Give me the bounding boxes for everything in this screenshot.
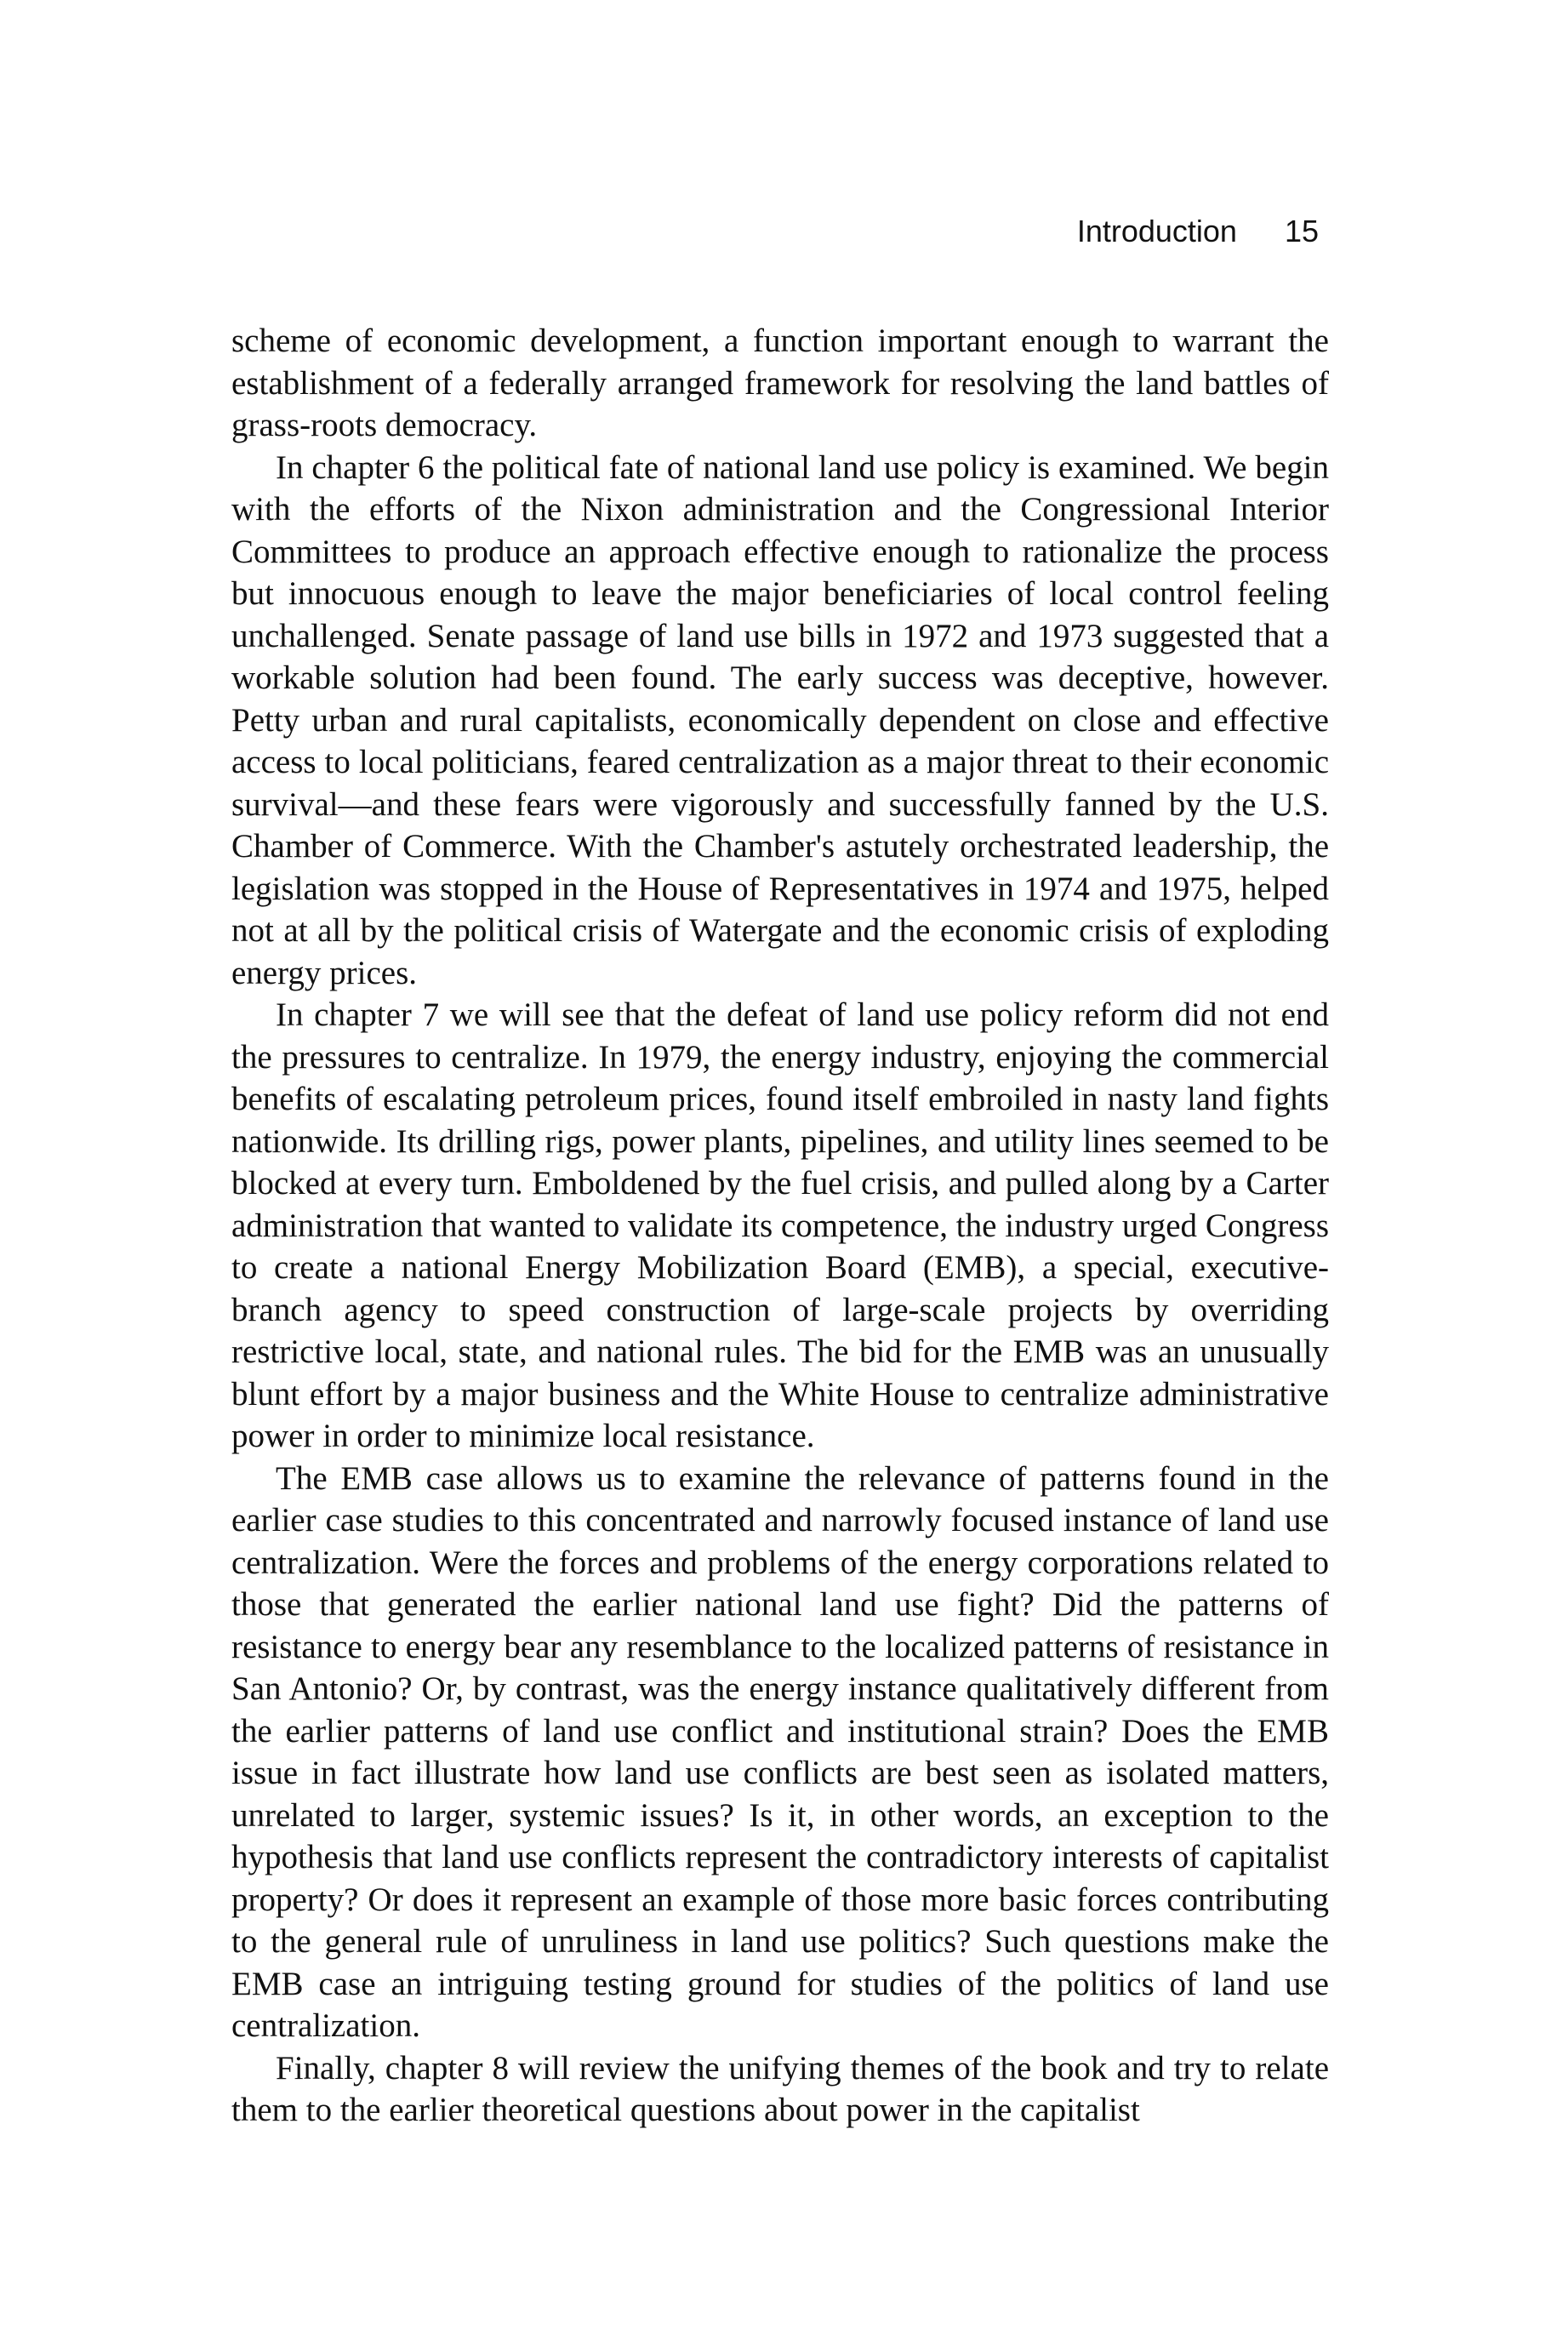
paragraph-emb-case: The EMB case allows us to examine the relevance of patterns found in the earlier case studies to this concentrated and narrowly focused instance of land use centralization. Were the forces and problems of the energy corporations related to those that generated the earlier national land use fight? Did the patterns of resistance to energy bear any resemblance to the localized patterns of resistance in San Antonio? Or, by contrast, was the energy instance qualitatively different from the earlier patterns of land use conflict and institutional strain? Does the EMB issue in fact illustrate how land use conflicts are best seen as isolated matters, unrelated to larger, systemic issues? Is it, in other words, an exception to the hypothesis that land use conflicts represent the contradictory interests of capitalist property? Or does it represent an example of those more basic forces contributing to the general rule of unruliness in land use politics? Such questions make the EMB case an intriguing testing ground for studies of the politics of land use centralization. <box>231 1459 1329 2044</box>
running-head-section: Introduction <box>1076 214 1237 248</box>
paragraph-chapter-8: Finally, chapter 8 will review the unifying themes of the book and try to relate them to the earlier theoretical questions about power in the capitalist <box>231 2049 1329 2128</box>
paragraph-chapter-7: In chapter 7 we will see that the defeat of land use policy reform did not end the pressures to centralize. In 1979, the energy industry, enjoying the commercial benefits of escalating petroleum prices, found itself embroiled in nasty land fights nationwide. Its drilling rigs, power plants, pipelines, and utility lines seemed to be blocked at every turn. Emboldened by the fuel crisis, and pulled along by a Carter administration that wanted to validate its competence, the industry urged Congress to create a national Energy Mobilization Board (EMB), a special, executive-branch agency to speed construction of large-scale projects by overriding restrictive local, state, and national rules. The bid for the EMB was an unusually blunt effort by a major business and the White House to centralize administrative power in order to minimize local resistance. <box>231 996 1329 1454</box>
page-number: 15 <box>1284 214 1319 248</box>
book-page <box>231 213 1329 2132</box>
paragraph-continued: scheme of economic development, a function important enough to warrant the establishment of a federally arranged framework for resolving the land battles of grass-roots democracy. <box>231 323 1329 443</box>
paragraph-chapter-6: In chapter 6 the political fate of national land use policy is examined. We begin with the efforts of the Nixon administration and the Congressional Interior Committees to produce an approach effective enough to rationalize the process but innocuous enough to leave the major beneficiaries of local control feeling unchallenged. Senate passage of land use bills in 1972 and 1973 suggested that a workable solution had been found. The early success was deceptive, however. Petty urban and rural capitalists, economically dependent on close and effective access to local politicians, feared centralization as a major threat to their economic survival—and these fears were vigorously and successfully fanned by the U.S. Chamber of Commerce. With the Chamber's astutely orchestrated leadership, the legislation was stopped in the House of Representatives in 1974 and 1975, helped not at all by the political crisis of Watergate and the economic crisis of exploding energy prices. <box>231 448 1329 991</box>
body-text <box>231 320 1329 2132</box>
running-head <box>231 213 1329 250</box>
